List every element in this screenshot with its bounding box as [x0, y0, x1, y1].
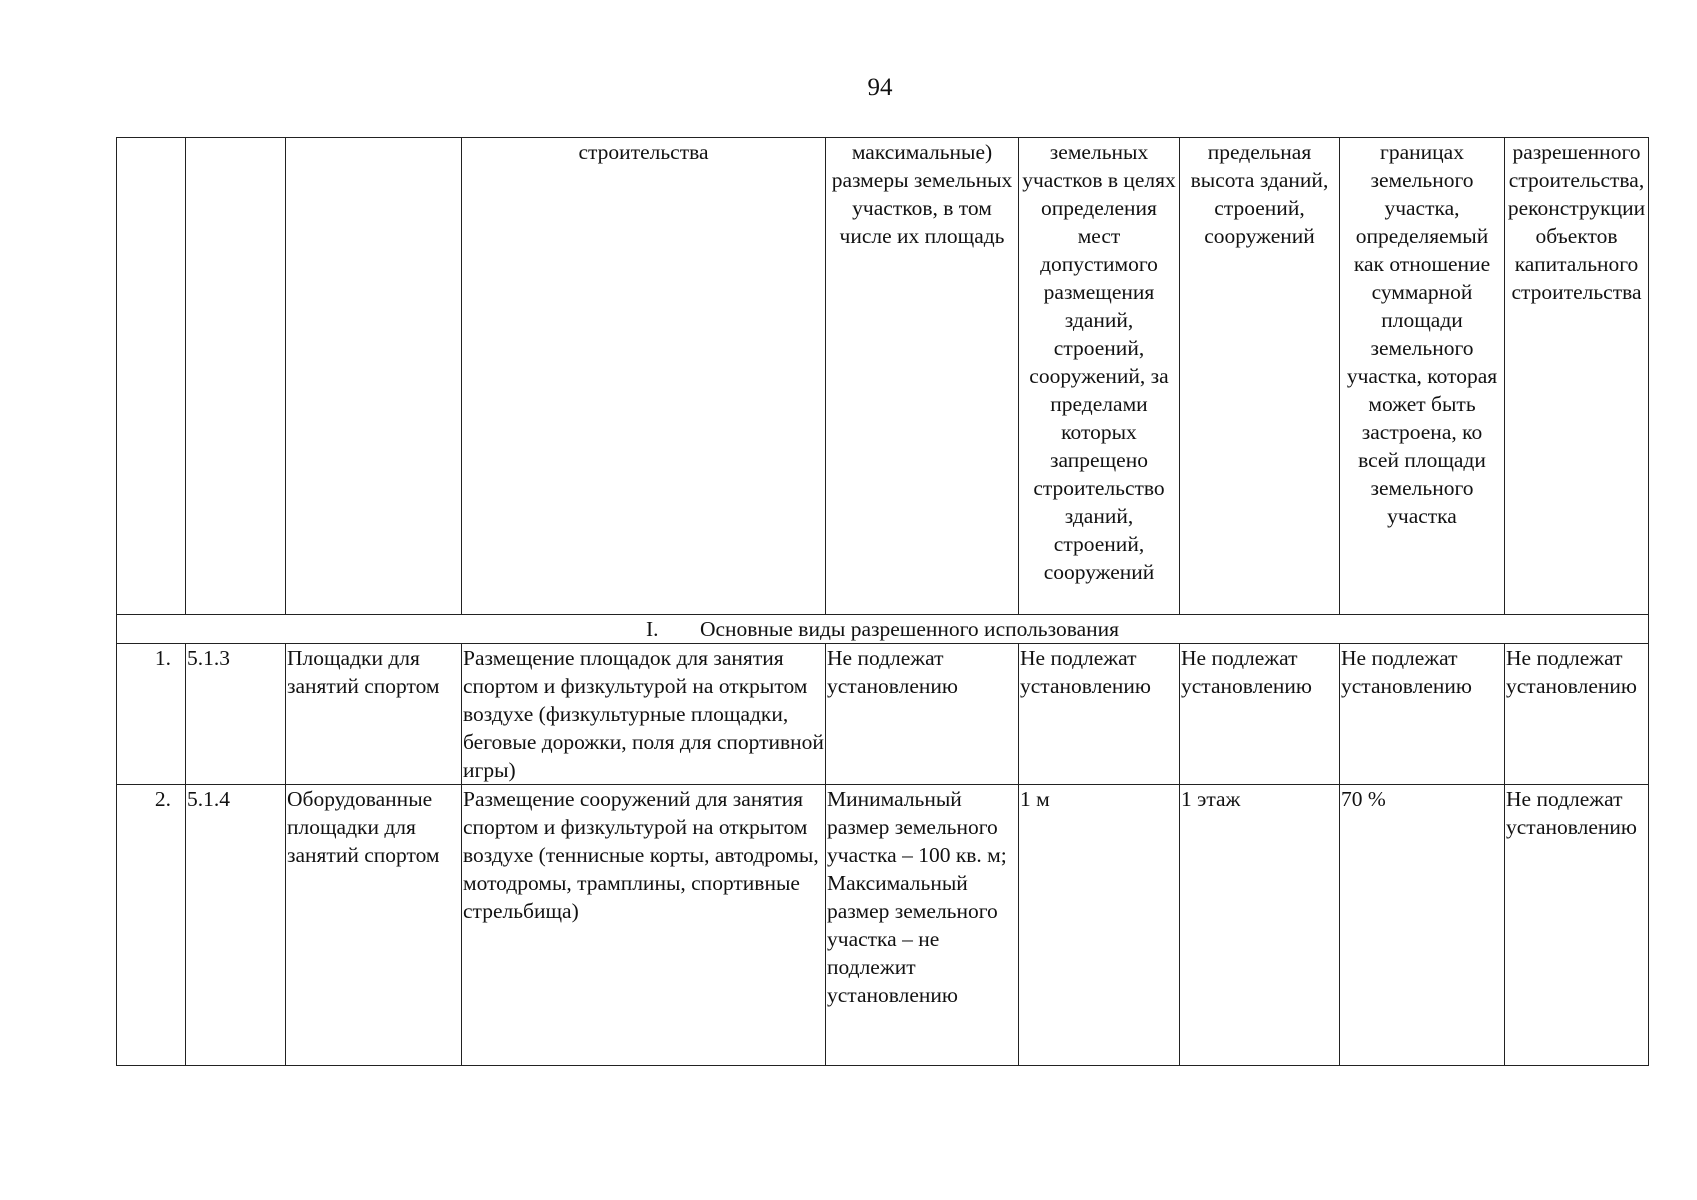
- row-description: Размещение площадок для занятия спортом и физкультурой на открытом воздухе (физкультурные площадки, беговые дорожки, поля для спортивной игры): [462, 644, 826, 785]
- row-name: Оборудованные площадки для занятий спортом: [286, 785, 462, 1066]
- header-cell-num: [117, 138, 186, 615]
- row-height: 1 этаж: [1180, 785, 1340, 1066]
- zoning-table: [116, 137, 1649, 1066]
- row-setback: 1 м: [1019, 785, 1180, 1066]
- section-heading: [117, 615, 1649, 644]
- section-row: [117, 615, 1649, 644]
- header-cell-name: [286, 138, 462, 615]
- row-description: Размещение сооружений для занятия спортом и физкультурой на открытом воздухе (теннисные корты, автодромы, мотодромы, трамплины, спортивные стрельбища): [462, 785, 826, 1066]
- row-name: Площадки для занятий спортом: [286, 644, 462, 785]
- row-setback: Не подлежат установлению: [1019, 644, 1180, 785]
- header-cell-code: [186, 138, 286, 615]
- row-plot-size: Минимальный размер земельного участка – 100 кв. м; Максимальный размер земельного участка – не подлежит установлению: [826, 785, 1019, 1066]
- row-code: 5.1.3: [186, 644, 286, 785]
- header-cell-description: строительства: [462, 138, 826, 615]
- header-cell-plot-size: максимальные) размеры земельных участков, в том числе их площадь: [826, 138, 1019, 615]
- header-cell-height: предельная высота зданий, строений, сооружений: [1180, 138, 1340, 615]
- row-code: 5.1.4: [186, 785, 286, 1066]
- header-continuation-row: [117, 138, 1649, 615]
- section-title: Основные виды разрешенного использования: [699, 617, 1120, 641]
- row-other: Не подлежат установлению: [1505, 644, 1649, 785]
- row-plot-size: Не подлежат установлению: [826, 644, 1019, 785]
- section-numeral: I.: [645, 617, 659, 641]
- row-other: Не подлежат установлению: [1505, 785, 1649, 1066]
- page-number: 94: [867, 74, 893, 101]
- row-number: 2.: [117, 785, 186, 1066]
- header-cell-coverage: границах земельного участка, определяемый как отношение суммарной площади земельного участка, которая может быть застроена, ко всей площади земельного участка: [1340, 138, 1505, 615]
- table-row: [117, 644, 1649, 785]
- row-height: Не подлежат установлению: [1180, 644, 1340, 785]
- row-number: 1.: [117, 644, 186, 785]
- header-cell-other: разрешенного строительства, реконструкции объектов капитального строительства: [1505, 138, 1649, 615]
- table-row: [117, 785, 1649, 1066]
- header-cell-setback: земельных участков в целях определения мест допустимого размещения зданий, строений, сооружений, за пределами которых запрещено строительство зданий, строений, сооружений: [1019, 138, 1180, 615]
- row-coverage: 70 %: [1340, 785, 1505, 1066]
- row-coverage: Не подлежат установлению: [1340, 644, 1505, 785]
